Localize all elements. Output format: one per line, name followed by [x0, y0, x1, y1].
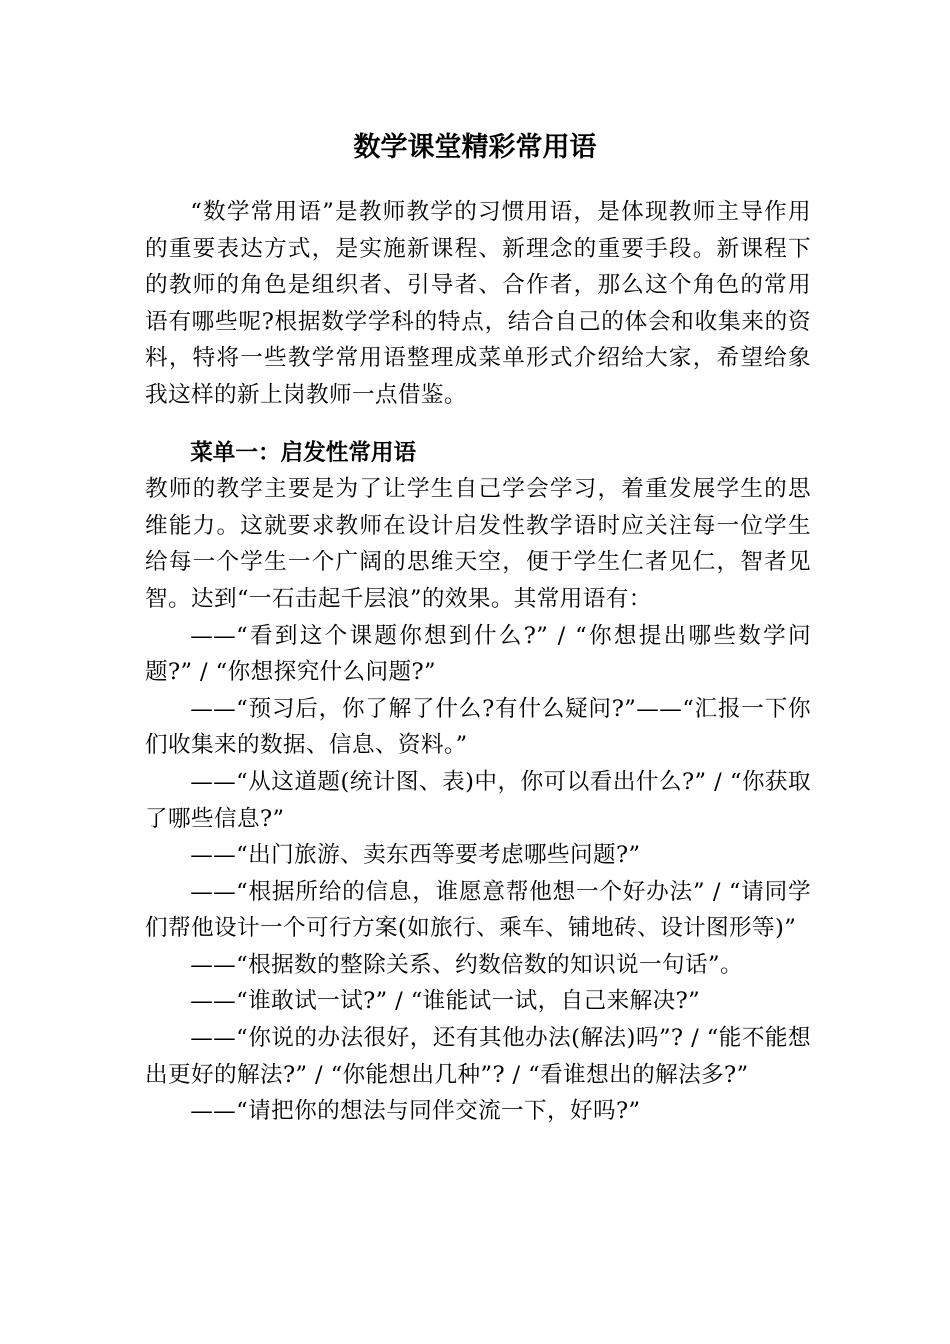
phrase-item-4: ——“出门旅游、卖东西等要考虑哪些问题?” [190, 842, 641, 869]
phrase-item-2: ——“预习后，你了解了什么?有什么疑问?”——“汇报一下你们收集来的数据、信息、资料。” [145, 695, 811, 759]
phrase-item-3: ——“从这道题(统计图、表)中，你可以看出什么?” / “你获取了哪些信息?” [145, 768, 811, 832]
section-description: 教师的教学主要是为了让学生自己学会学习，着重发展学生的思维能力。这就要求教师在设计启发性教学语时应关注每一位学生给每一个学生一个广阔的思维天空，便于学生仁者见仁，智者见智。达到“一石击起千层浪”的效果。其常用语有： [145, 476, 811, 612]
intro-paragraph: “数学常用语”是教师教学的习惯用语，是体现教师主导作用的重要表达方式，是实施新课程、新理念的重要手段。新课程下的教师的角色是组织者、引导者、合作者，那么这个角色的常用语有哪些呢?根据数学学科的特点，结合自己的体会和收集来的资料，特将一些教学常用语整理成菜单形式介绍给大家，希望给象我这样的新上岗教师一点借鉴。 [145, 199, 811, 408]
section-heading: 菜单一：启发性常用语 [190, 439, 417, 466]
document-title: 数学课堂精彩常用语 [353, 132, 597, 163]
phrase-item-7: ——“谁敢试一试?” / “谁能试一试，自己来解决?” [190, 988, 701, 1015]
phrase-item-5: ——“根据所给的信息，谁愿意帮他想一个好办法” / “请同学们帮他设计一个可行方案(如旅行、乘车、铺地砖、设计图形等)” [145, 878, 811, 942]
phrase-item-1: ——“看到这个课题你想到什么?” / “你想提出哪些数学问题?” / “你想探究什么问题?” [145, 622, 811, 686]
phrase-item-8: ——“你说的办法很好，还有其他办法(解法)吗”? / “能不能想出更好的解法?” / “你能想出几种”? / “看谁想出的解法多?” [145, 1025, 811, 1088]
phrase-item-6: ——“根据数的整除关系、约数倍数的知识说一句话”。 [190, 951, 743, 978]
document-body [145, 194, 811, 1130]
phrase-item-9: ——“请把你的想法与同伴交流一下，好吗?” [190, 1098, 641, 1125]
